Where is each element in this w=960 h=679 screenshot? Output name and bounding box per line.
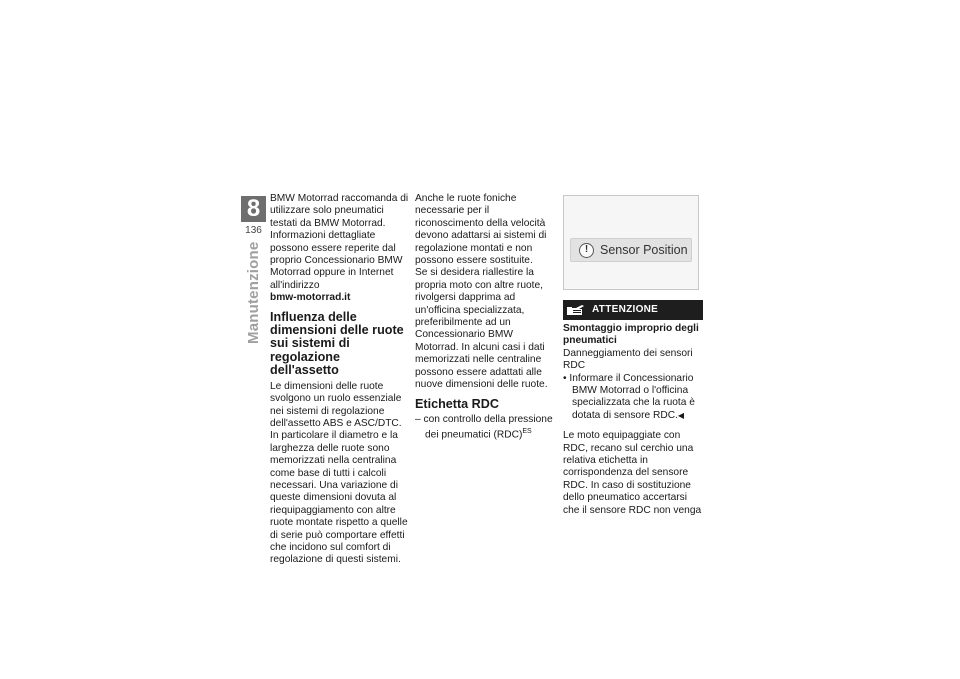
column-2 [415,193,555,442]
chapter-number: 8 [241,196,266,222]
bullet-text: • Informare il Concessionario BMW Motorrad o l'officina specializzata che la ruota è dotata di sensore RDC. [563,372,695,421]
chapter-marker [241,196,266,236]
attention-description: Danneggiamento dei sensori RDC [563,347,693,372]
pointing-hand-icon [566,303,586,317]
end-mark-icon: ◀ [677,410,685,420]
list-item-text: – con controllo della pressione dei pneumatici (RDC) [415,413,553,441]
attention-bullet [563,373,703,423]
list-item-rdc [415,414,555,442]
attention-title: Smontaggio improprio degli pneumatici [563,323,699,347]
paragraph-sensor-wheels: Anche le ruote foniche necessarie per il riconoscimento della velocità devono adattarsi ai sistemi di regolazione montati e non possono essere sostituite. [415,193,547,267]
attention-banner [563,300,703,320]
column-3 [563,193,703,517]
paragraph-wheel-size: Le dimensioni delle ruote svolgono un ruolo essenziale nei sistemi di regolazione dell'assetto ABS e ASC/DTC. In particolare il diametro e la larghezza delle ruote sono memorizzati nella centralina come base di tutti i calcoli necessari. Una variazione di queste dimensioni dovuta al riequipaggiamento con altre ruote montate rispetto a quelle di serie può comportare effetti che incidono sul comfort di regolazione di questi sistemi. [270,380,408,566]
paragraph-info: Informazioni dettagliate possono essere reperite dal proprio Concessionario BMW Motorrad oppure in Internet all'indirizzo [270,230,403,291]
option-superscript: ES [522,428,532,436]
attention-label: ATTENZIONE [592,303,659,315]
section-heading-rdc-label: Etichetta RDC [415,396,499,411]
column-1 [270,193,410,567]
sensor-position-text: Sensor Position [600,242,688,257]
website-link[interactable]: bmw-motorrad.it [270,292,351,304]
paragraph-rdc-label: Le moto equipaggiate con RDC, recano sul cerchio una relativa etichetta in corrispondenza del sensore RDC. In caso di sostituzione dello pneumatico accertarsi che il sensore RDC non venga [563,430,702,516]
paragraph-recommendation: BMW Motorrad raccomanda di utilizzare solo pneumatici testati da BMW Motorrad. [270,193,409,229]
sensor-position-illustration [563,195,699,290]
paragraph-refit: Se si desidera riallestire la propria moto con altre ruote, rivolgersi dapprima ad un'officina specializzata, preferibilmente ad un Concessionario BMW Motorrad. In alcuni casi i dati memorizzati nelle centraline possono essere adattati alle nuove dimensioni delle ruote. [415,267,548,391]
page-number: 136 [245,225,262,236]
sensor-label-sticker [570,238,692,262]
warning-circle-icon: ! [579,243,594,258]
section-heading-wheel-size: Influenza delle dimensioni delle ruote sui sistemi di regolazione dell'assetto [270,309,404,378]
chapter-title: Manutenzione [245,241,262,344]
